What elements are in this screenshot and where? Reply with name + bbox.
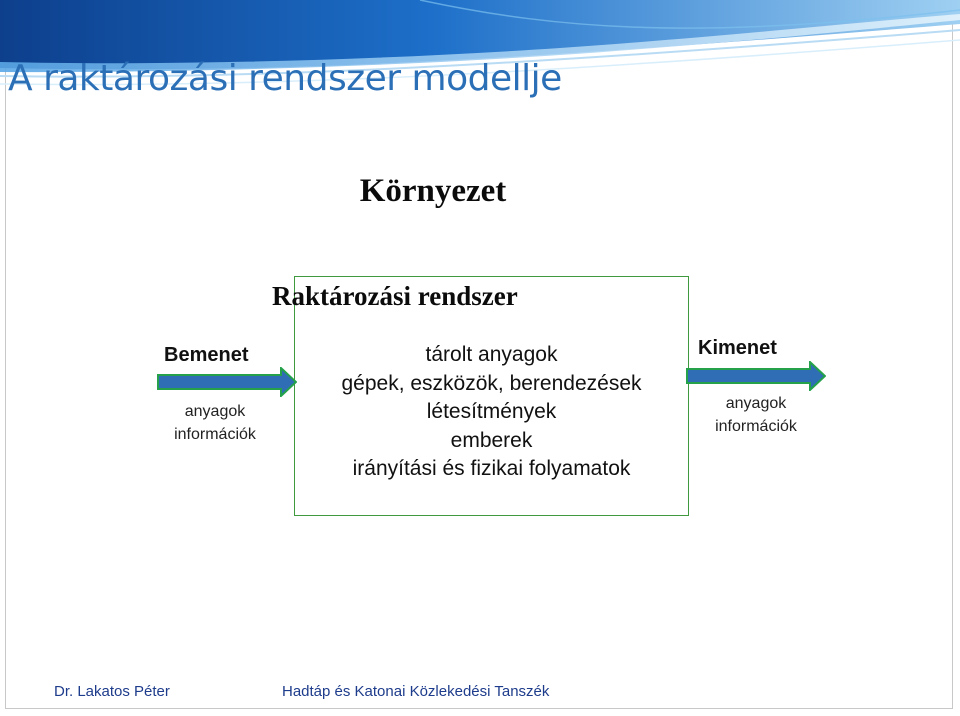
footer-author: Dr. Lakatos Péter — [54, 683, 170, 700]
system-title: Raktározási rendszer — [272, 281, 518, 311]
input-list — [160, 400, 270, 446]
input-arrow-icon — [157, 367, 297, 397]
input-item: anyagok — [184, 403, 246, 420]
input-item: információk — [174, 426, 256, 443]
output-item: információk — [715, 418, 797, 435]
output-arrow-icon — [686, 361, 826, 391]
system-item: gépek, eszközök, berendezések — [341, 371, 642, 395]
system-item: irányítási és fizikai folyamatok — [352, 457, 631, 481]
output-title: Kimenet — [698, 337, 777, 359]
environment-label: Környezet — [359, 173, 507, 209]
system-items — [294, 341, 689, 484]
system-item: létesítmények — [426, 400, 557, 424]
footer-department: Hadtáp és Katonai Közlekedési Tanszék — [282, 683, 550, 700]
input-title: Bemenet — [164, 344, 249, 366]
system-item: emberek — [450, 428, 533, 452]
system-item: tárolt anyagok — [425, 343, 558, 366]
output-list — [698, 392, 814, 438]
output-item: anyagok — [725, 395, 787, 412]
slide-title: A raktározási rendszer modellje — [8, 58, 562, 99]
